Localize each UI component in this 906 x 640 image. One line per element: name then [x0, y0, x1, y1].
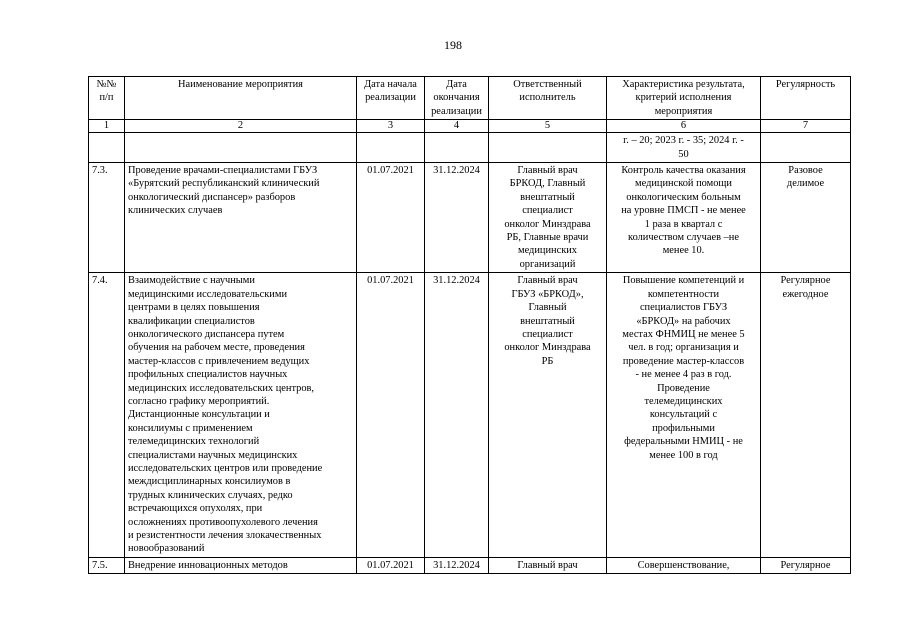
table-row [89, 163, 851, 273]
header-responsible: Ответственный исполнитель [489, 77, 607, 120]
column-number: 7 [761, 120, 851, 133]
start-date: 01.07.2021 [357, 273, 425, 558]
regularity: Разовое делимое [761, 163, 851, 273]
header-start-date: Дата начала реализации [357, 77, 425, 120]
start-date: 01.07.2021 [357, 163, 425, 273]
responsible: Главный врач ГБУЗ «БРКОД», Главный внештатный специалист онколог Минздрава РБ [489, 273, 607, 558]
row-number: 7.3. [89, 163, 125, 273]
result: Совершенствование, [607, 557, 761, 573]
regularity: Регулярное ежегодное [761, 273, 851, 558]
end-date: 31.12.2024 [425, 163, 489, 273]
column-number: 2 [125, 120, 357, 133]
end-date: 31.12.2024 [425, 557, 489, 573]
row-number: 7.4. [89, 273, 125, 558]
activity-name: Внедрение инновационных методов [125, 557, 357, 573]
header-number: №№ п/п [89, 77, 125, 120]
table-header-row [89, 77, 851, 120]
activities-table [88, 76, 851, 574]
header-result: Характеристика результата, критерий исполнения мероприятия [607, 77, 761, 120]
column-number: 3 [357, 120, 425, 133]
result: Контроль качества оказания медицинской помощи онкологическим больным на уровне ПМСП - не менее 1 раза в квартал с количеством случаев –не менее 10. [607, 163, 761, 273]
column-number: 5 [489, 120, 607, 133]
activity-name: Проведение врачами-специалистами ГБУЗ «Бурятский республиканский клинический онкологический диспансер» разборов клинических случаев [125, 163, 357, 273]
responsible: Главный врач БРКОД, Главный внештатный специалист онколог Минздрава РБ, Главные врачи медицинских организаций [489, 163, 607, 273]
start-date: 01.07.2021 [357, 557, 425, 573]
responsible: Главный врач [489, 557, 607, 573]
header-end-date: Дата окончания реализации [425, 77, 489, 120]
continuation-row [89, 133, 851, 163]
header-regularity: Регулярность [761, 77, 851, 120]
column-numbers-row [89, 120, 851, 133]
continuation-result: г. – 20; 2023 г. - 35; 2024 г. - 50 [607, 133, 761, 163]
column-number: 4 [425, 120, 489, 133]
page-number: 198 [444, 38, 462, 52]
column-number: 1 [89, 120, 125, 133]
column-number: 6 [607, 120, 761, 133]
row-number: 7.5. [89, 557, 125, 573]
table-row [89, 273, 851, 558]
regularity: Регулярное [761, 557, 851, 573]
header-activity-name: Наименование мероприятия [125, 77, 357, 120]
table-row [89, 557, 851, 573]
activity-name: Взаимодействие с научными медицинскими исследовательскими центрами в целях повышения квалификации специалистов онкологического диспансера путем обучения на рабочем месте, проведения мастер-классов с привлечением ведущих профильных специалистов научных медицинских исследовательских центров, согласно графику мероприятий. Дистанционные консультации и консилиумы с применением телемедицинских технологий специалистами научных медицинских исследовательских центров или проведение междисциплинарных консилиумов в трудных клинических случаях, редко встречающихся опухолях, при осложнениях противоопухолевого лечения и резистентности лечения злокачественных новообразований [125, 273, 357, 558]
end-date: 31.12.2024 [425, 273, 489, 558]
result: Повышение компетенций и компетентности специалистов ГБУЗ «БРКОД» на рабочих местах ФНМИЦ не менее 5 чел. в год; организация и проведение мастер-классов - не менее 4 раз в год. Проведение телемедицинских консультаций с профильными федеральными НМИЦ - не менее 100 в год [607, 273, 761, 558]
